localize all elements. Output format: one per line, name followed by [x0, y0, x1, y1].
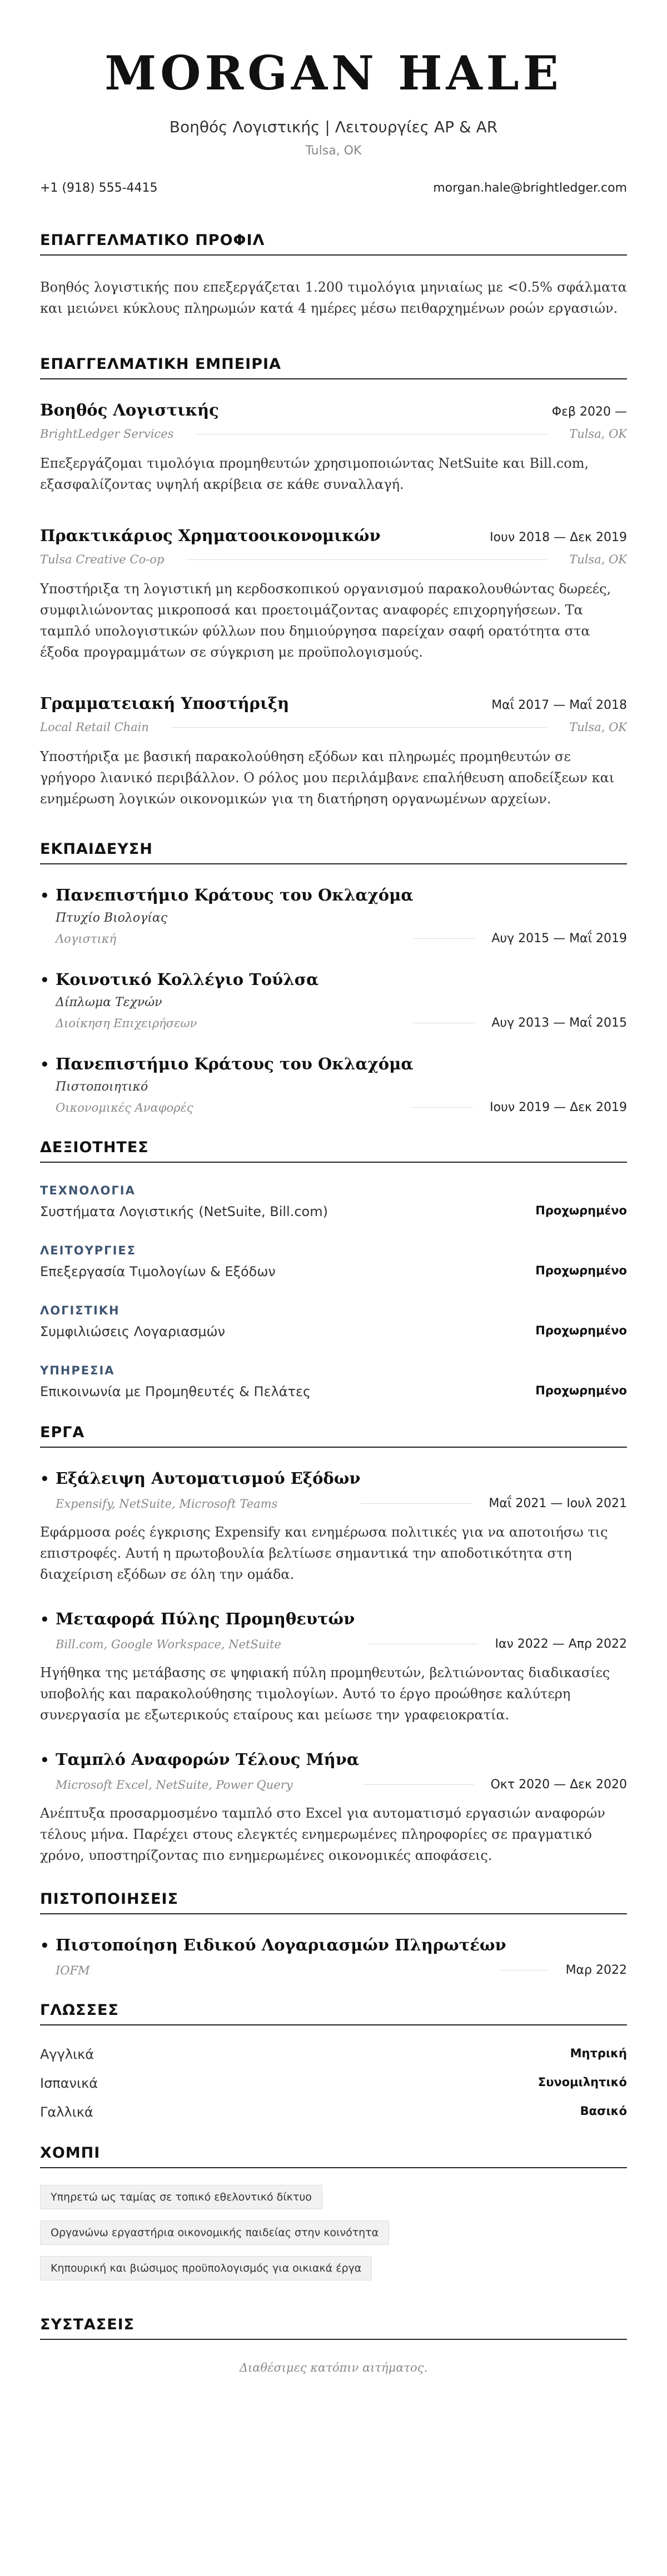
divider: [412, 1107, 473, 1108]
certification-issuer: IOFM: [56, 1963, 90, 1977]
skill-name: Συμφιλιώσεις Λογαριασμών: [40, 1324, 225, 1339]
language-row: [40, 2075, 627, 2091]
skill-group: [40, 1244, 627, 1279]
degree: Πιστοποιητικό: [56, 1080, 148, 1094]
language-level: Συνομιλητικό: [537, 2075, 627, 2089]
job-entry: [40, 526, 627, 663]
education-entry: [40, 886, 627, 946]
skill-name: Επικοινωνία με Προμηθευτές & Πελάτες: [40, 1384, 311, 1399]
skill-category: ΛΕΙΤΟΥΡΓΙΕΣ: [40, 1244, 137, 1257]
divider: [171, 727, 547, 728]
skill-level: Προχωρημένο: [535, 1264, 627, 1277]
divider: [186, 559, 547, 560]
skill-name: Συστήματα Λογιστικής (NetSuite, Bill.com): [40, 1204, 328, 1219]
skills-section: [40, 1139, 627, 1399]
project-entry: [40, 1609, 627, 1725]
section-title: ΧΟΜΠΙ: [40, 2144, 627, 2168]
divider: [363, 1784, 474, 1785]
job-title: Πρακτικάριος Χρηματοοικονομικών: [40, 526, 381, 545]
school-name: Πανεπιστήμιο Κράτους του Οκλαχόμα: [56, 886, 414, 904]
bullet-icon: •: [40, 972, 49, 989]
divider: [361, 1503, 472, 1504]
job-dates: Μαΐ 2017 — Μαΐ 2018: [491, 698, 627, 712]
language-row: [40, 2104, 627, 2120]
project-entry: [40, 1469, 627, 1585]
education-entry: [40, 970, 627, 1030]
project-name: Ταμπλό Αναφορών Τέλους Μήνα: [56, 1750, 360, 1769]
language-name: Ισπανικά: [40, 2075, 98, 2091]
job-company: Tulsa Creative Co-op: [40, 553, 165, 566]
certification-entry: [40, 1935, 627, 1977]
divider: [414, 938, 475, 939]
contact-row: [40, 181, 627, 195]
job-title: Γραμματειακή Υποστήριξη: [40, 694, 290, 713]
email-address[interactable]: morgan.hale@brightledger.com: [433, 181, 627, 195]
project-dates: Μαΐ 2021 — Ιουλ 2021: [489, 1497, 627, 1510]
language-level: Βασικό: [580, 2104, 627, 2118]
section-title: ΕΠΑΓΓΕΛΜΑΤΙΚΗ ΕΜΠΕΙΡΙΑ: [40, 356, 627, 379]
section-title: ΣΥΣΤΑΣΕΙΣ: [40, 2316, 627, 2340]
bullet-icon: •: [40, 1752, 49, 1769]
skill-category: ΤΕΧΝΟΛΟΓΙΑ: [40, 1184, 136, 1197]
job-location: Tulsa, OK: [569, 721, 627, 734]
school-name: Πανεπιστήμιο Κράτους του Οκλαχόμα: [56, 1054, 414, 1073]
bullet-icon: •: [40, 1938, 49, 1954]
project-tech: Bill.com, Google Workspace, NetSuite: [56, 1637, 281, 1651]
job-dates: Φεβ 2020 —: [551, 405, 627, 419]
experience-section: [40, 356, 627, 809]
skill-group: [40, 1304, 627, 1339]
language-name: Αγγλικά: [40, 2047, 94, 2062]
section-title: ΕΚΠΑΙΔΕΥΣΗ: [40, 841, 627, 864]
project-tech: Microsoft Excel, NetSuite, Power Query: [56, 1778, 293, 1792]
project-tech: Expensify, NetSuite, Microsoft Teams: [56, 1497, 278, 1510]
certification-date: Μαρ 2022: [565, 1963, 627, 1977]
section-title: ΕΡΓΑ: [40, 1424, 627, 1448]
field-of-study: Διοίκηση Επιχειρήσεων: [56, 1016, 197, 1030]
job-description: Επεξεργάζομαι τιμολόγια προμηθευτών χρησιμοποιώντας NetSuite και Bill.com, εξασφαλίζοντας υψηλή ακρίβεια σε κάθε συναλλαγή.: [40, 456, 589, 492]
certifications-section: [40, 1890, 627, 1977]
bullet-icon: •: [40, 888, 49, 904]
section-title: ΠΙΣΤΟΠΟΙΗΣΕΙΣ: [40, 1890, 627, 1914]
language-name: Γαλλικά: [40, 2104, 93, 2120]
skill-group: [40, 1364, 627, 1399]
job-location: Tulsa, OK: [569, 553, 627, 566]
skill-category: ΛΟΓΙΣΤΙΚΗ: [40, 1304, 120, 1317]
education-dates: Ιουν 2019 — Δεκ 2019: [490, 1101, 627, 1114]
section-title: ΕΠΑΓΓΕΛΜΑΤΙΚΟ ΠΡΟΦΙΛ: [40, 232, 627, 256]
section-title: ΓΛΩΣΣΕΣ: [40, 2002, 627, 2025]
job-entry: [40, 694, 627, 809]
project-entry: [40, 1750, 627, 1866]
job-location: Tulsa, OK: [569, 427, 627, 441]
education-entry: [40, 1054, 627, 1114]
job-description: Υποστήριξα τη λογιστική μη κερδοσκοπικού οργανισμού παρακολουθώντας δωρεές, συμφιλιώνοντας μικροποσά και προετοιμάζοντας αναφορές επιχορηγήσεων. Τα ταμπλό υπολογιστικών φύλλων που δημιούργησα παρείχαν σαφή ορατότητα στα έξοδα προγραμμάτων σε σύγκριση με προϋπολογισμούς.: [40, 581, 611, 660]
project-description: Εφάρμοσα ροές έγκρισης Expensify και ενημέρωσα πολιτικές για να αποτοιήσω τις επιστροφές. Αυτή η πρωτοβουλία βελτίωσε σημαντικά την αποδοτικότητα στη διαχείριση εξόδων σε όλη την ομάδα.: [40, 1524, 608, 1582]
hobby-tag: Οργανώνω εργαστήρια οικονομικής παιδείας στην κοινότητα: [40, 2220, 389, 2245]
skill-level: Προχωρημένο: [535, 1204, 627, 1217]
skill-category: ΥΠΗΡΕΣΙΑ: [40, 1364, 115, 1377]
job-company: Local Retail Chain: [40, 721, 149, 734]
job-description: Υποστήριξα με βασική παρακολούθηση εξόδων και πληρωμές προμηθευτών σε γρήγορο λιανικό περιβάλλον. Ο ρόλος μου περιλάμβανε επαλήθευση αποδείξεων και ενημέρωση λογικών οικονομικών για τη διατήρηση οργανωμένων αρχείων.: [40, 749, 615, 807]
bullet-icon: •: [40, 1057, 49, 1073]
language-row: [40, 2047, 627, 2062]
language-level: Μητρική: [570, 2047, 627, 2060]
hobby-tag: Κηπουρική και βιώσιμος προϋπολογισμός για οικιακά έργα: [40, 2256, 372, 2280]
resume-header: [40, 0, 627, 158]
job-dates: Ιουν 2018 — Δεκ 2019: [490, 531, 627, 544]
project-name: Εξάλειψη Αυτοματισμού Εξόδων: [56, 1469, 361, 1488]
project-description: Ηγήθηκα της μετάβασης σε ψηφιακή πύλη προμηθευτών, βελτιώνοντας διαδικασίες υποβολής και παρακολούθησης τιμολογίων. Αυτό το έργο προώθησε καλύτερη συνεργασία με εξωτερικούς εταίρους και μείωσε την γραφειοκρατία.: [40, 1665, 610, 1723]
bullet-icon: •: [40, 1612, 49, 1628]
languages-section: [40, 2002, 627, 2120]
field-of-study: Λογιστική: [56, 932, 117, 946]
phone-number[interactable]: +1 (918) 555-4415: [40, 181, 158, 195]
references-text: Διαθέσιμες κατόπιν αιτήματος.: [239, 2361, 428, 2374]
education-dates: Αυγ 2015 — Μαΐ 2019: [491, 932, 627, 946]
candidate-location: Tulsa, OK: [305, 144, 362, 158]
skill-level: Προχωρημένο: [535, 1384, 627, 1397]
project-name: Μεταφορά Πύλης Προμηθευτών: [56, 1609, 355, 1628]
skill-name: Επεξεργασία Τιμολογίων & Εξόδων: [40, 1264, 276, 1279]
education-section: [40, 841, 627, 1114]
bullet-icon: •: [40, 1471, 49, 1488]
job-title: Βοηθός Λογιστικής: [40, 401, 219, 419]
skill-group: [40, 1184, 627, 1219]
hobby-tag: Υπηρετώ ως ταμίας σε τοπικό εθελοντικό δίκτυο: [40, 2185, 322, 2209]
field-of-study: Οικονομικές Αναφορές: [56, 1101, 193, 1114]
project-dates: Οκτ 2020 — Δεκ 2020: [490, 1778, 627, 1792]
projects-section: [40, 1424, 627, 1866]
degree: Πτυχίο Βιολογίας: [56, 911, 168, 925]
certification-name: Πιστοποίηση Ειδικού Λογαριασμών Πληρωτέων: [56, 1935, 506, 1954]
project-description: Ανέπτυξα προσαρμοσμένο ταμπλό στο Excel για αυτοματισμό εργασιών αναφορών τέλους μήνα. Παρέχει στους ελεγκτές ενημερωμένες πληροφορίες σε πραγματικό χρόνο, υποστηρίζοντας πιο ενημερωμένες οικονομικές αποφάσεις.: [40, 1805, 605, 1863]
candidate-name: MORGAN HALE: [104, 46, 563, 101]
school-name: Κοινοτικό Κολλέγιο Τούλσα: [56, 970, 319, 989]
project-dates: Ιαν 2022 — Απρ 2022: [495, 1637, 627, 1651]
job-company: BrightLedger Services: [40, 427, 174, 441]
education-dates: Αυγ 2013 — Μαΐ 2015: [491, 1016, 627, 1030]
hobbies-section: [40, 2144, 627, 2292]
candidate-subtitle: Βοηθός Λογιστικής | Λειτουργίες AP & AR: [169, 118, 498, 136]
skill-level: Προχωρημένο: [535, 1324, 627, 1337]
degree: Δίπλωμα Τεχνών: [56, 996, 162, 1009]
section-title: ΔΕΞΙΟΤΗΤΕΣ: [40, 1139, 627, 1163]
job-entry: [40, 401, 627, 495]
profile-section: [40, 232, 627, 319]
references-section: [40, 2316, 627, 2374]
profile-text: Βοηθός λογιστικής που επεξεργάζεται 1.200 τιμολόγια μηνιαίως με <0.5% σφάλματα και μειώνει κύκλους πληρωμών κατά 4 ημέρες μέσω πειθαρχημένων ροών εργασιών.: [40, 279, 627, 316]
